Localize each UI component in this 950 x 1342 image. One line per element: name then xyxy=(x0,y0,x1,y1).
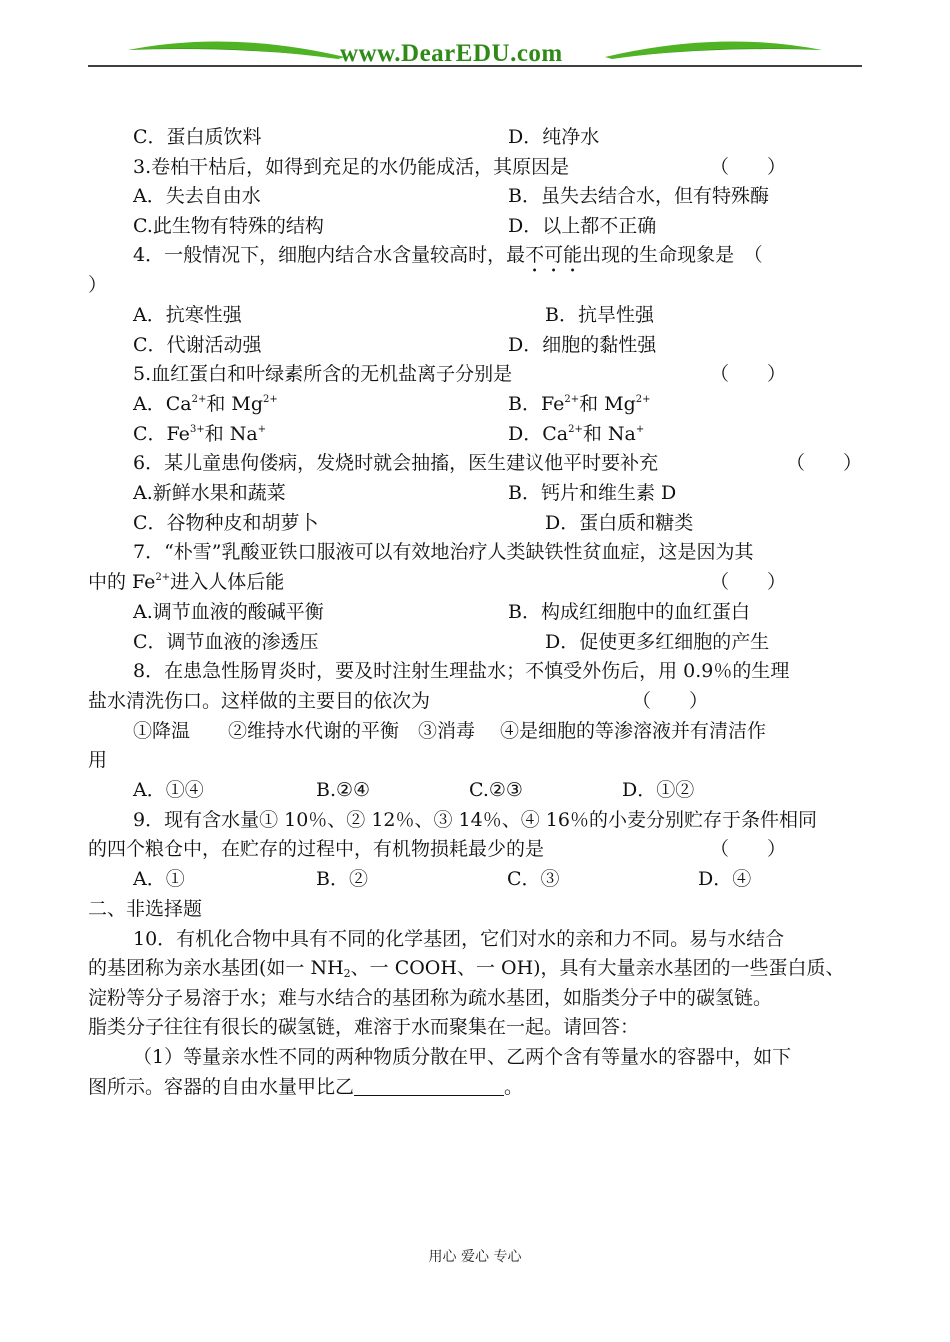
q8-answer-paren: （ ） xyxy=(632,690,709,712)
q9-option-b: B．② xyxy=(316,868,368,890)
q4-option-b: B．抗旱性强 xyxy=(545,304,654,326)
q10-line2-part1: 的基团称为亲水基团(如一 NH xyxy=(88,957,344,979)
q7-option-d: D．促使更多红细胞的产生 xyxy=(545,631,770,653)
q8-option-c: C.②③ xyxy=(469,779,523,801)
q4-option-d: D．细胞的黏性强 xyxy=(508,334,657,356)
q10-line2-part2: 、一 COOH、一 OH)，具有大量亲水基团的一些蛋白质、 xyxy=(350,957,845,979)
q10-stem-line4: 脂类分子往往有很长的碳氢链，难溶于水而聚集在一起。请回答： xyxy=(88,1016,640,1038)
q3-stem: 3.卷柏干枯后，如得到充足的水仍能成活，其原因是 xyxy=(133,156,570,178)
q9-option-c: C．③ xyxy=(507,868,560,890)
q4-stem-part1: 4．一般情况下，细胞内结合水含量较高时，最 xyxy=(133,244,526,266)
q5-stem: 5.血红蛋白和叶绿素所含的无机盐离子分别是 xyxy=(133,363,513,385)
q5-option-b xyxy=(508,392,651,416)
q7-option-a: A.调节血液的酸碱平衡 xyxy=(133,601,324,623)
q9-stem-line1: 9．现有含水量① 10％、② 12％、③ 14％、④ 16％的小麦分别贮存于条件相同 xyxy=(133,809,817,831)
q7-stem-tail: 进入人体后能 xyxy=(170,571,285,593)
q7-option-c: C．调节血液的渗透压 xyxy=(133,631,319,653)
q5-answer-paren: （ ） xyxy=(710,363,787,385)
q5-a-charge2: 2+ xyxy=(263,394,278,405)
q3-option-c: C.此生物有特殊的结构 xyxy=(133,215,324,237)
q7-ion: 中的 Fe xyxy=(88,571,156,593)
q9-option-d: D．④ xyxy=(698,868,752,890)
q4-stem xyxy=(133,243,763,277)
q6-option-b: B．钙片和维生素 D xyxy=(508,482,677,504)
q6-stem: 6．某儿童患佝偻病，发烧时就会抽搐，医生建议他平时要补充 xyxy=(133,452,659,474)
q5-a-ion2: 和 Mg xyxy=(206,393,264,415)
q4-option-a: A．抗寒性强 xyxy=(133,304,242,326)
q5-c-charge1: 3+ xyxy=(189,424,205,435)
q8-items: ①降温 ②维持水代谢的平衡 ③消毒 ④是细胞的等渗溶液并有清洁作 xyxy=(133,720,767,742)
q3-option-b: B．虽失去结合水，但有特殊酶 xyxy=(508,185,769,207)
q6-answer-paren: （ ） xyxy=(786,452,863,474)
q5-option-c xyxy=(133,422,266,446)
q10-sub1-line1: （1）等量亲水性不同的两种物质分散在甲、乙两个含有等量水的容器中，如下 xyxy=(133,1046,792,1068)
q8-stem-line2: 盐水清洗伤口。这样做的主要目的依次为 xyxy=(88,690,431,712)
answer-blank[interactable] xyxy=(354,1077,504,1096)
q5-a-ion1: A．Ca xyxy=(133,393,192,415)
q10-stem-line2 xyxy=(88,956,845,980)
q10-sub1-text: 图所示。容器的自由水量甲比乙 xyxy=(88,1076,355,1098)
q5-b-ion2: 和 Mg xyxy=(579,393,636,415)
q10-subscript: 2 xyxy=(343,967,351,980)
q3-answer-paren: （ ） xyxy=(710,156,787,178)
q5-option-d xyxy=(508,422,644,446)
q8-option-b: B.②④ xyxy=(316,779,371,801)
q3-option-a: A．失去自由水 xyxy=(133,185,261,207)
q4-option-c: C．代谢活动强 xyxy=(133,334,262,356)
page-header xyxy=(0,0,950,80)
site-logo-text: www.DearEDU.com xyxy=(340,40,563,67)
q10-sub1-period: 。 xyxy=(504,1076,524,1098)
q10-stem-line3: 淀粉等分子易溶于水；难与水结合的基团称为疏水基团，如脂类分子中的碳氢链。 xyxy=(88,987,773,1009)
q5-b-ion1: B．Fe xyxy=(508,393,565,415)
q9-answer-paren: （ ） xyxy=(710,838,787,860)
q7-answer-paren: （ ） xyxy=(710,571,787,593)
q5-b-charge1: 2+ xyxy=(564,394,580,405)
q9-stem-line2: 的四个粮仓中，在贮存的过程中，有机物损耗最少的是 xyxy=(88,838,545,860)
q4-stem-end: ） xyxy=(88,274,108,296)
q5-d-charge1: 2+ xyxy=(568,424,583,435)
q5-c-ion2: 和 Na xyxy=(204,423,258,445)
q7-stem-line1: 7．“朴雪”乳酸亚铁口服液可以有效地治疗人类缺铁性贫血症，这是因为其 xyxy=(133,541,754,563)
q7-stem-line2 xyxy=(88,570,284,594)
q2-option-c: C．蛋白质饮料 xyxy=(133,126,262,148)
q5-option-a xyxy=(133,392,278,416)
q8-items-end: 用 xyxy=(88,749,108,771)
q10-sub1-line2 xyxy=(88,1075,523,1099)
q6-option-c: C．谷物种皮和胡萝卜 xyxy=(133,512,319,534)
page-footer: 用心 爱心 专心 xyxy=(428,1249,522,1265)
q4-stem-emphasis: 不可能 xyxy=(525,244,583,266)
q8-stem-line1: 8．在患急性肠胃炎时，要及时注射生理盐水；不慎受外伤后，用 0.9％的生理 xyxy=(133,660,790,682)
q8-option-a: A．①④ xyxy=(133,779,204,801)
q3-option-d: D．以上都不正确 xyxy=(508,215,657,237)
section-heading-nonchoice: 二、非选择题 xyxy=(88,898,203,920)
q5-c-charge2: + xyxy=(257,424,267,435)
q5-a-charge1: 2+ xyxy=(191,394,207,405)
q4-stem-part2: 出现的生命现象是 （ xyxy=(582,244,763,266)
q7-charge: 2+ xyxy=(155,572,171,583)
q5-d-charge2: + xyxy=(635,424,645,435)
q8-option-d: D．①② xyxy=(622,779,695,801)
q9-option-a: A．① xyxy=(133,868,185,890)
q5-d-ion1: D．Ca xyxy=(508,423,569,445)
q2-option-d: D．纯净水 xyxy=(508,126,600,148)
q7-option-b: B．构成红细胞中的血红蛋白 xyxy=(508,601,750,623)
q6-option-d: D．蛋白质和糖类 xyxy=(545,512,694,534)
q5-d-ion2: 和 Na xyxy=(582,423,636,445)
q5-c-ion1: C．Fe xyxy=(133,423,190,445)
q5-b-charge2: 2+ xyxy=(635,394,651,405)
q10-stem-line1: 10．有机化合物中具有不同的化学基团，它们对水的亲和力不同。易与水结合 xyxy=(133,928,785,950)
q6-option-a: A.新鲜水果和蔬菜 xyxy=(133,482,286,504)
